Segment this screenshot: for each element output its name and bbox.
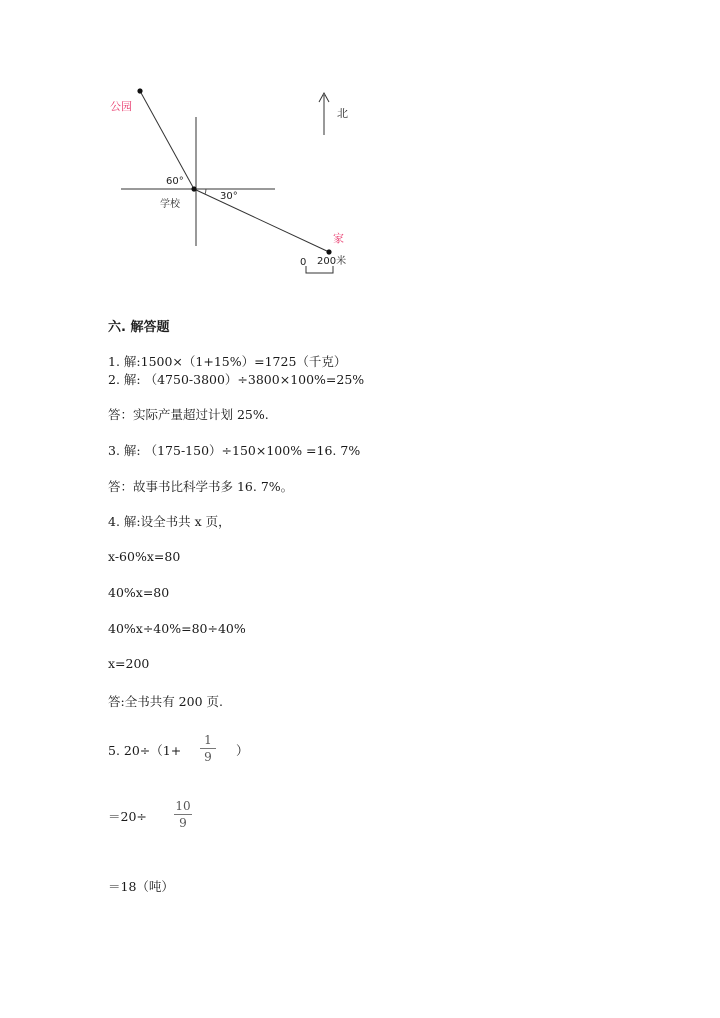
- home-point: [326, 249, 331, 254]
- equation-step-3: 40%x÷40%=80÷40%: [108, 621, 246, 636]
- scale-label: 200米: [317, 256, 347, 267]
- park-point: [137, 88, 142, 93]
- answer-2: 答：实际产量超过计划 25%.: [108, 407, 269, 422]
- equation-step-1: x-60%x=80: [108, 549, 181, 564]
- path-to-home: [194, 189, 329, 252]
- fraction-numerator: 10: [175, 799, 191, 813]
- scale-bar: [306, 266, 333, 273]
- fraction-numerator: 1: [204, 733, 212, 747]
- angle-60-label: 60°: [166, 176, 184, 187]
- fraction-denominator: 9: [179, 816, 187, 830]
- fraction-one-ninth: [200, 733, 216, 764]
- angle-30-label: 30°: [220, 191, 238, 202]
- park-label: 公园: [110, 100, 132, 113]
- north-label: 北: [337, 107, 348, 120]
- equation-step-4: x=200: [108, 656, 150, 671]
- angle-arc-30: [205, 189, 206, 194]
- direction-diagram: [100, 80, 370, 280]
- path-to-park: [140, 91, 194, 189]
- section-title: 六. 解答题: [108, 320, 170, 335]
- solution-5-start: 5. 20÷（1+: [108, 743, 182, 758]
- solution-3: 3. 解: （175-150）÷150×100% =16. 7%: [108, 443, 361, 458]
- fraction-ten-ninths: [174, 799, 192, 830]
- equation-step-2: 40%x=80: [108, 585, 170, 600]
- scale-zero-label: 0: [300, 257, 307, 268]
- solution-2: 2. 解: （4750-3800）÷3800×100%=25%: [108, 372, 365, 387]
- school-point: [191, 186, 196, 191]
- solution-5-close: ）: [236, 743, 249, 758]
- fraction-bar: [174, 814, 192, 815]
- home-label: 家: [333, 232, 344, 245]
- solution-1: 1. 解:1500×（1+15%）=1725（千克）: [108, 354, 347, 369]
- fraction-bar: [200, 748, 216, 749]
- answer-4: 答:全书共有 200 页.: [108, 694, 223, 709]
- fraction-denominator: 9: [204, 750, 212, 764]
- solution-4-setup: 4. 解:设全书共 x 页，: [108, 514, 231, 529]
- solution-5-step: ＝20÷: [108, 809, 147, 824]
- solution-5-result: ＝18（吨）: [108, 879, 174, 894]
- school-label: 学校: [160, 199, 180, 210]
- answer-3: 答：故事书比科学书多 16. 7%。: [108, 479, 294, 494]
